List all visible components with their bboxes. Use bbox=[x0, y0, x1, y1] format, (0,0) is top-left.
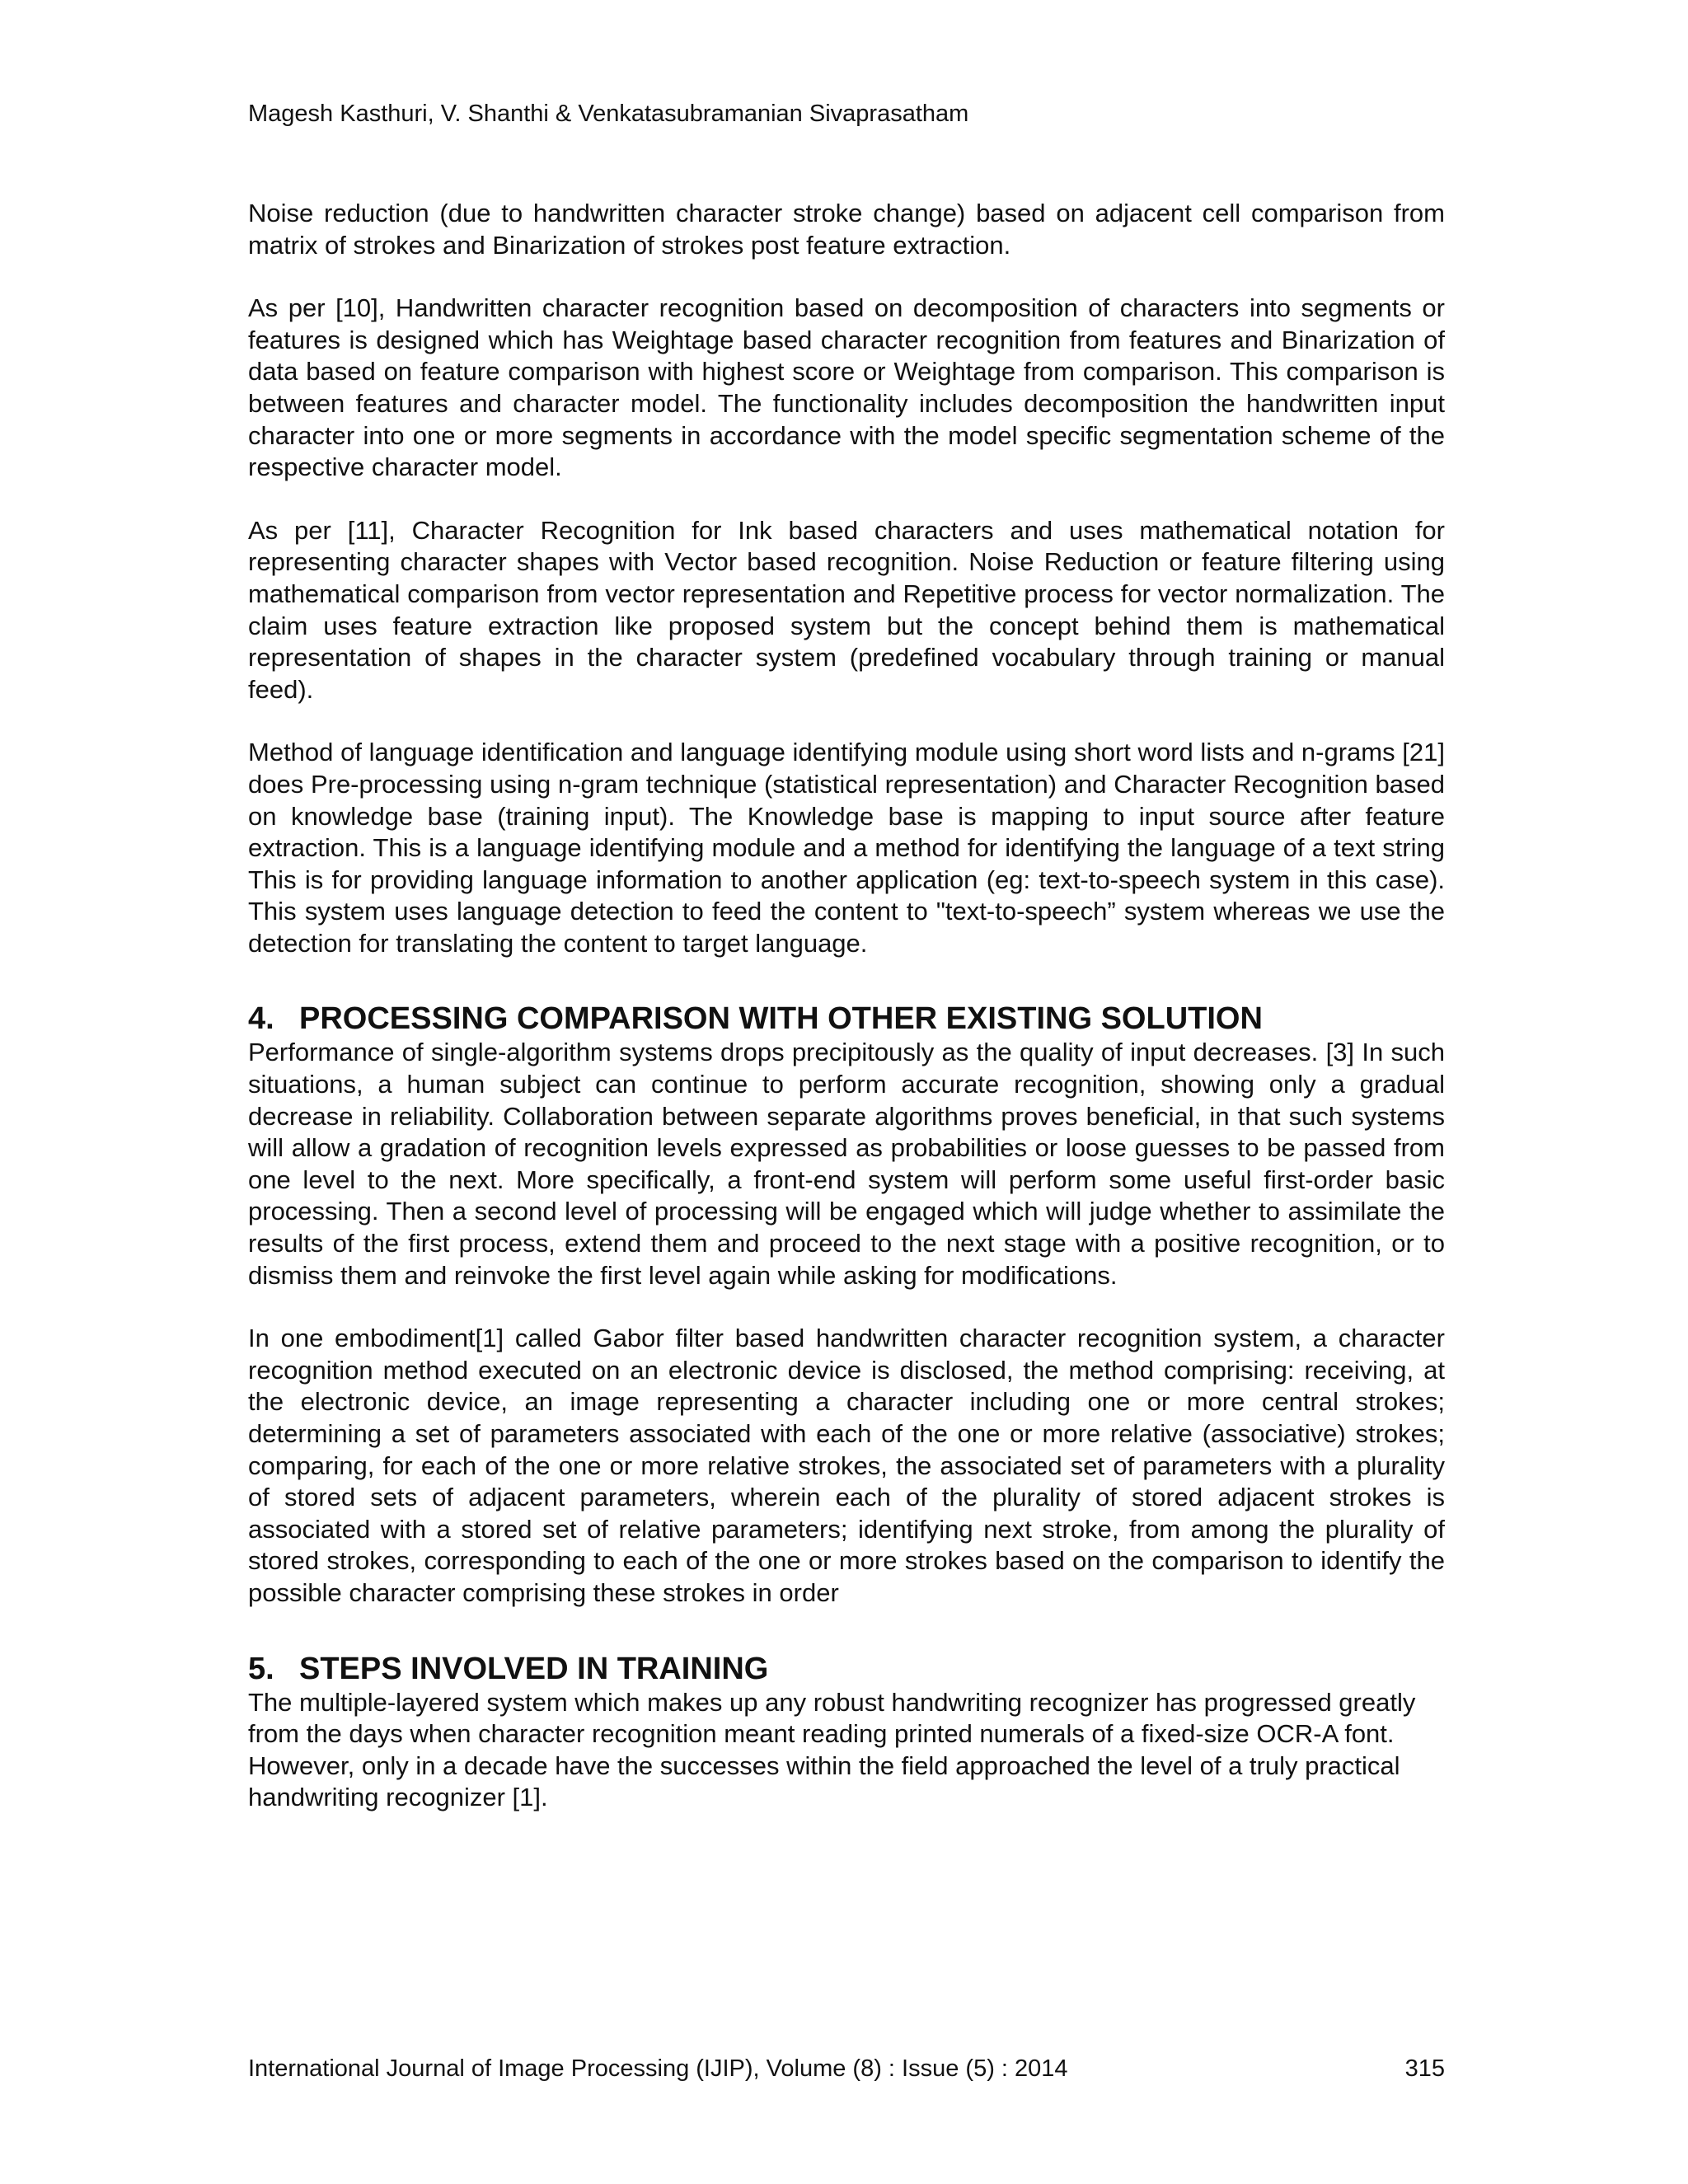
running-header-authors: Magesh Kasthuri, V. Shanthi & Venkatasubramanian Sivaprasatham bbox=[248, 101, 969, 127]
paragraph-ref-10: As per [10], Handwritten character recognition based on decomposition of characters into segments or features is designed which has Weightage based character recognition from features and Binarization of data based on feature comparison with highest score or Weightage from comparison. This comparison is between features and character model. The functionality includes decomposition the handwritten input character into one or more segments in accordance with the model specific segmentation scheme of the respective character model. bbox=[248, 293, 1445, 482]
running-footer bbox=[248, 2052, 1445, 2085]
section-4-paragraph-gabor: In one embodiment[1] called Gabor filter based handwritten character recognition system, a character recognition method executed on an electronic device is disclosed, the method comprising: receiving, at the electronic device, an image representing a character including one or more central strokes; determining a set of parameters associated with each of the one or more relative (associative) strokes; comparing, for each of the one or more relative strokes, the associated set of parameters with a plurality of stored sets of adjacent parameters, wherein each of the plurality of stored adjacent strokes is associated with a stored set of relative parameters; identifying next stroke, from among the plurality of stored strokes, corresponding to each of the one or more strokes based on the comparison to identify the possible character comprising these strokes in order bbox=[248, 1324, 1445, 1607]
footer-journal-citation: International Journal of Image Processing (IJIP), Volume (8) : Issue (5) : 2014 bbox=[248, 2055, 1068, 2082]
paragraph-language-identification: Method of language identification and language identifying module using short word lists and n-grams [21] does Pre-processing using n-gram technique (statistical representation) and Character Recognition based on knowledge base (training input). The Knowledge base is mapping to input source after feature extraction. This is a language identifying module and a method for identifying the language of a text string This is for providing language information to another application (eg: text-to-speech system in this case). This system uses language detection to feed the content to "text-to-speech” system whereas we use the detection for translating the content to target language. bbox=[248, 738, 1445, 958]
section-4-paragraph-performance: Performance of single-algorithm systems drops precipitously as the quality of input decreases. [3] In such situations, a human subject can continue to perform accurate recognition, showing only a gradual decrease in reliability. Collaboration between separate algorithms proves beneficial, in that such systems will allow a gradation of recognition levels expressed as probabilities or loose guesses to be passed from one level to the next. More specifically, a front-end system will perform some useful first-order basic processing. Then a second level of processing will be engaged which will judge whether to assimilate the results of the first process, extend them and proceed to the next stage with a positive recognition, or to dismiss them and reinvoke the first level again while asking for modifications. bbox=[248, 1038, 1445, 1290]
section-5-paragraph-training: The multiple-layered system which makes up any robust handwriting recognizer has progressed greatly from the days when character recognition meant reading printed numerals of a fixed-size OCR-A font. However, only in a decade have the successes within the field approached the level of a truly practical handwriting recognizer [1]. bbox=[248, 1687, 1416, 1812]
section-4-heading bbox=[248, 1001, 1445, 1037]
footer-page-number: 315 bbox=[1404, 2055, 1445, 2082]
section-5-heading bbox=[248, 1651, 1445, 1687]
paragraph-ref-11: As per [11], Character Recognition for Ink based characters and uses mathematical notation for representing character shapes with Vector based recognition. Noise Reduction or feature filtering using mathematical comparison from vector representation and Repetitive process for vector normalization. The claim uses feature extraction like proposed system but the concept behind them is mathematical representation of shapes in the character system (predefined vocabulary through training or manual feed). bbox=[248, 515, 1445, 704]
section-5-number: 5. bbox=[248, 1651, 274, 1686]
paragraph-noise-reduction: Noise reduction (due to handwritten character stroke change) based on adjacent cell comparison from matrix of strokes and Binarization of strokes post feature extraction. bbox=[248, 199, 1445, 260]
body-text bbox=[248, 198, 1445, 1845]
section-5-title: STEPS INVOLVED IN TRAINING bbox=[299, 1651, 769, 1686]
section-4-number: 4. bbox=[248, 1001, 274, 1037]
section-4-title: PROCESSING COMPARISON WITH OTHER EXISTING SOLUTION bbox=[299, 1001, 1263, 1037]
